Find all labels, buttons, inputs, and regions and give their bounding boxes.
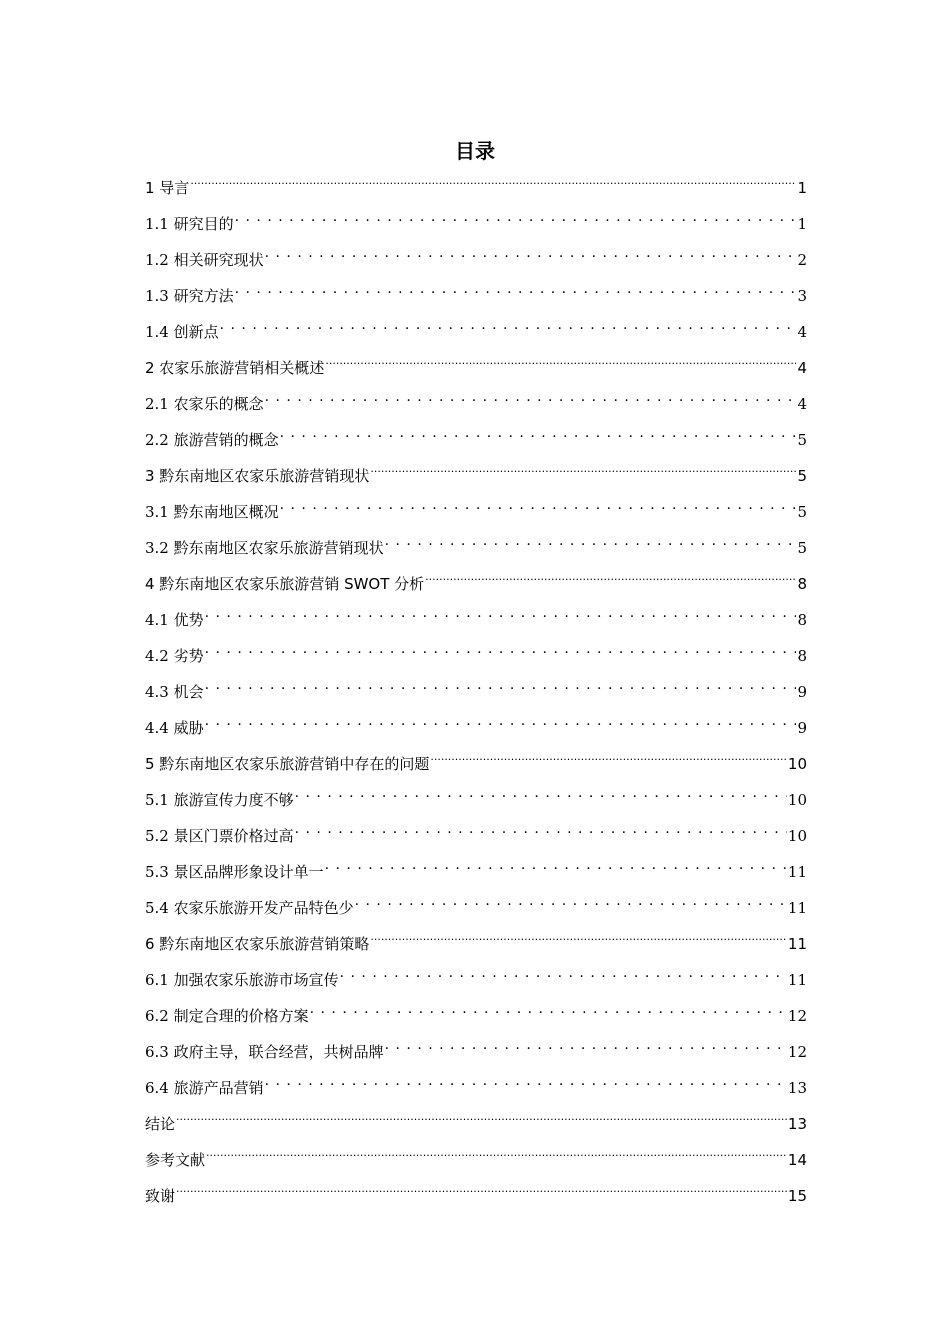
toc-entry-label: 1.2 相关研究现状 xyxy=(145,251,264,269)
toc-dot-leader xyxy=(220,322,797,337)
toc-entry-page-number: 8 xyxy=(797,611,807,629)
toc-entry[interactable] xyxy=(145,1040,807,1076)
toc-entry-page-number: 3 xyxy=(797,287,807,305)
toc-entry[interactable] xyxy=(145,968,807,1004)
toc-entry-page-number: 5 xyxy=(797,503,807,521)
toc-entry-label: 3.1 黔东南地区概况 xyxy=(145,503,279,521)
toc-title: 目录 xyxy=(455,139,495,163)
toc-entry[interactable] xyxy=(145,572,807,608)
toc-entry-page-number: 9 xyxy=(797,719,807,737)
toc-entry[interactable] xyxy=(145,1004,807,1040)
toc-dot-leader xyxy=(205,718,797,733)
toc-entry-page-number: 1 xyxy=(797,179,807,197)
toc-entry[interactable] xyxy=(145,500,807,536)
toc-dot-leader xyxy=(235,214,797,229)
toc-entry-page-number: 8 xyxy=(797,647,807,665)
toc-entry-label: 1 导言 xyxy=(145,179,190,197)
toc-entry[interactable] xyxy=(145,320,807,356)
toc-entry[interactable] xyxy=(145,788,807,824)
toc-entry[interactable] xyxy=(145,1112,807,1148)
toc-entry[interactable] xyxy=(145,932,807,968)
toc-entry-label: 致谢 xyxy=(145,1187,176,1205)
toc-dot-leader xyxy=(295,826,787,841)
toc-entry-page-number: 4 xyxy=(797,395,807,413)
toc-dot-leader xyxy=(280,430,797,445)
toc-dot-leader xyxy=(280,502,797,517)
toc-entry-label: 4.2 劣势 xyxy=(145,647,204,665)
toc-entry[interactable] xyxy=(145,464,807,500)
toc-entry-label: 3.2 黔东南地区农家乐旅游营销现状 xyxy=(145,539,384,557)
toc-entry[interactable] xyxy=(145,1184,807,1220)
toc-entry[interactable] xyxy=(145,644,807,680)
toc-entry[interactable] xyxy=(145,824,807,860)
toc-entry-page-number: 5 xyxy=(797,467,807,485)
toc-entry-label: 1.3 研究方法 xyxy=(145,287,234,305)
toc-entry-label: 3 黔东南地区农家乐旅游营销现状 xyxy=(145,467,370,485)
toc-entry-page-number: 4 xyxy=(797,323,807,341)
toc-entry-page-number: 13 xyxy=(787,1079,807,1097)
toc-entry-label: 2 农家乐旅游营销相关概述 xyxy=(145,359,325,377)
toc-dot-leader xyxy=(265,1078,787,1093)
toc-dot-leader xyxy=(340,970,787,985)
toc-entry-label: 5.2 景区门票价格过高 xyxy=(145,827,294,845)
toc-entry-page-number: 11 xyxy=(787,935,807,953)
toc-dot-leader xyxy=(205,610,797,625)
toc-dot-leader xyxy=(370,934,787,949)
toc-entry-label: 5.1 旅游宣传力度不够 xyxy=(145,791,294,809)
toc-dot-leader xyxy=(355,898,787,913)
toc-entry-label: 参考文献 xyxy=(145,1151,206,1169)
toc-entry-label: 4 黔东南地区农家乐旅游营销 SWOT 分析 xyxy=(145,575,425,593)
toc-entry-label: 4.3 机会 xyxy=(145,683,204,701)
toc-dot-leader xyxy=(205,646,797,661)
toc-entry-label: 5.3 景区品牌形象设计单一 xyxy=(145,863,324,881)
toc-entry-page-number: 14 xyxy=(787,1151,807,1169)
toc-entry-page-number: 4 xyxy=(797,359,807,377)
toc-entry[interactable] xyxy=(145,680,807,716)
toc-dot-leader xyxy=(265,250,797,265)
toc-entry[interactable] xyxy=(145,716,807,752)
toc-entry[interactable] xyxy=(145,248,807,284)
toc-entry[interactable] xyxy=(145,392,807,428)
toc-entry-label: 5.4 农家乐旅游开发产品特色少 xyxy=(145,899,354,917)
toc-entry[interactable] xyxy=(145,860,807,896)
toc-dot-leader xyxy=(295,790,787,805)
toc-entry-page-number: 12 xyxy=(787,1007,807,1025)
toc-entry-page-number: 5 xyxy=(797,539,807,557)
toc-dot-leader xyxy=(425,574,796,589)
toc-entry[interactable] xyxy=(145,896,807,932)
toc-entry-page-number: 11 xyxy=(787,863,807,881)
toc-entry-label: 6.3 政府主导，联合经营，共树品牌 xyxy=(145,1043,384,1061)
toc-entry-label: 4.1 优势 xyxy=(145,611,204,629)
toc-entry[interactable] xyxy=(145,212,807,248)
toc-dot-leader xyxy=(206,1150,787,1165)
toc-entry-page-number: 1 xyxy=(797,215,807,233)
toc-entry-label: 4.4 威胁 xyxy=(145,719,204,737)
toc-entry-label: 结论 xyxy=(145,1115,176,1133)
toc-entry-page-number: 11 xyxy=(787,899,807,917)
toc-entry[interactable] xyxy=(145,176,807,212)
toc-entry-page-number: 9 xyxy=(797,683,807,701)
toc-dot-leader xyxy=(176,1186,787,1201)
toc-dot-leader xyxy=(430,754,787,769)
toc-entry-label: 6.4 旅游产品营销 xyxy=(145,1079,264,1097)
toc-entry-page-number: 10 xyxy=(787,827,807,845)
toc-dot-leader xyxy=(235,286,797,301)
toc-entry-page-number: 8 xyxy=(797,575,807,593)
toc-entry-page-number: 15 xyxy=(787,1187,807,1205)
toc-entry-page-number: 11 xyxy=(787,971,807,989)
toc-entry[interactable] xyxy=(145,1076,807,1112)
toc-dot-leader xyxy=(325,862,787,877)
toc-entry-page-number: 13 xyxy=(787,1115,807,1133)
toc-entry[interactable] xyxy=(145,536,807,572)
toc-entry-page-number: 10 xyxy=(787,755,807,773)
toc-dot-leader xyxy=(325,358,796,373)
toc-entry-label: 1.4 创新点 xyxy=(145,323,219,341)
toc-entry-label: 6.1 加强农家乐旅游市场宣传 xyxy=(145,971,339,989)
toc-entry-label: 6 黔东南地区农家乐旅游营销策略 xyxy=(145,935,370,953)
toc-entry-label: 1.1 研究目的 xyxy=(145,215,234,233)
toc-dot-leader xyxy=(310,1006,787,1021)
toc-dot-leader xyxy=(190,178,796,193)
toc-entry-label: 6.2 制定合理的价格方案 xyxy=(145,1007,309,1025)
toc-entry[interactable] xyxy=(145,752,807,788)
toc-entry[interactable] xyxy=(145,1148,807,1184)
toc-dot-leader xyxy=(385,538,797,553)
toc-entry[interactable] xyxy=(145,428,807,464)
toc-dot-leader xyxy=(205,682,797,697)
toc-dot-leader xyxy=(370,466,796,481)
toc-entry-page-number: 12 xyxy=(787,1043,807,1061)
toc-entry-page-number: 10 xyxy=(787,791,807,809)
toc-dot-leader xyxy=(265,394,797,409)
toc-entry-label: 2.1 农家乐的概念 xyxy=(145,395,264,413)
toc-dot-leader xyxy=(385,1042,787,1057)
table-of-contents xyxy=(145,176,807,1220)
toc-entry[interactable] xyxy=(145,284,807,320)
toc-entry-label: 2.2 旅游营销的概念 xyxy=(145,431,279,449)
toc-dot-leader xyxy=(176,1114,787,1129)
toc-entry[interactable] xyxy=(145,608,807,644)
toc-entry[interactable] xyxy=(145,356,807,392)
toc-entry-page-number: 5 xyxy=(797,431,807,449)
toc-entry-page-number: 2 xyxy=(797,251,807,269)
toc-entry-label: 5 黔东南地区农家乐旅游营销中存在的问题 xyxy=(145,755,430,773)
